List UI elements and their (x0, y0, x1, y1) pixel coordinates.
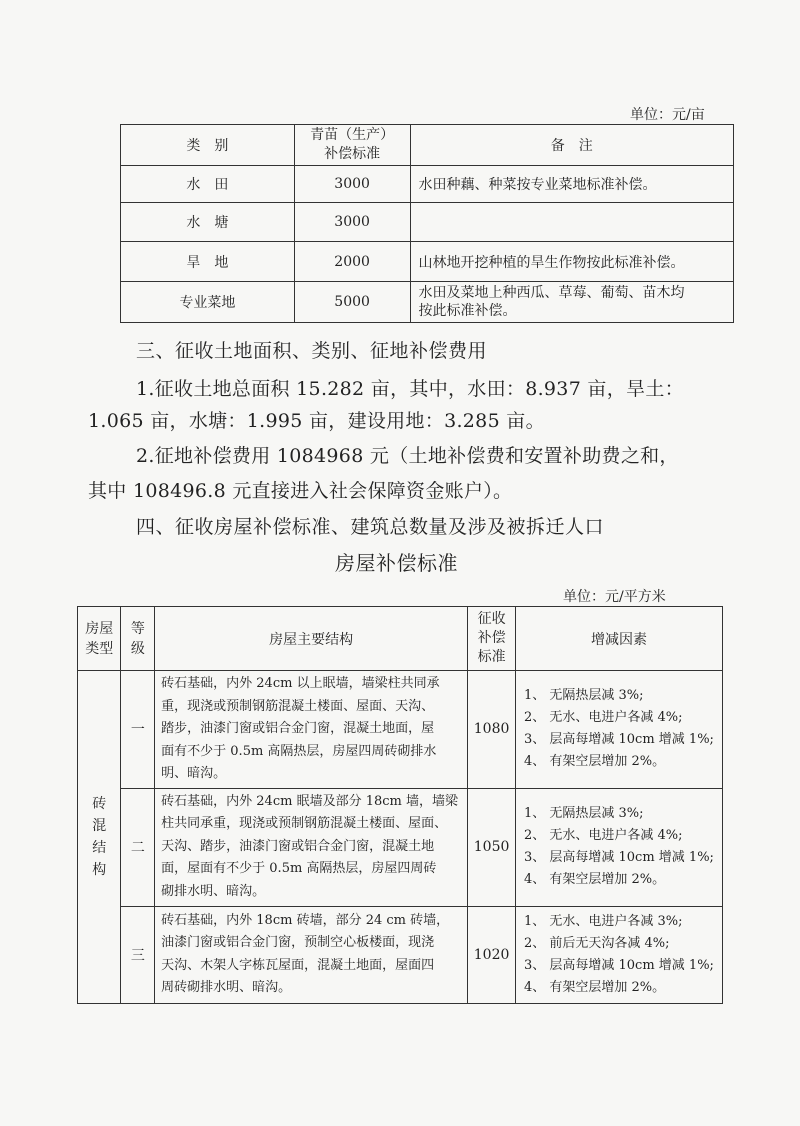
row-standard: 3000 (294, 203, 410, 242)
compensation-cell: 1050 (468, 788, 516, 906)
factor-item: 1、 无隔热层减 3%; (523, 688, 644, 704)
table-row (121, 282, 734, 323)
header-structure: 房屋主要结构 (155, 607, 468, 671)
header-compensation (468, 607, 516, 671)
header-compensation-line2: 补偿 (477, 630, 506, 646)
structure-line: 砖石基础，内外 24cm 以上眠墙，墙梁柱共同承 (161, 676, 440, 691)
factor-item: 4、 有架空层增加 2%。 (523, 754, 666, 770)
header-compensation-line1: 征收 (477, 611, 506, 627)
structure-line: 油漆门窗或铝合金门窗，预制空心板楼面，现浇 (161, 935, 435, 950)
house-type-char: 构 (92, 861, 107, 878)
factor-item: 2、 无水、电进户各减 4%; (523, 828, 683, 843)
structure-cell (155, 906, 468, 1003)
structure-line: 周砖砌排水明、暗沟。 (161, 980, 292, 995)
header-factors: 增减因素 (515, 607, 722, 671)
row-category: 专业菜地 (121, 282, 295, 323)
row-standard: 5000 (294, 282, 410, 323)
factor-item: 4、 有架空层增加 2%。 (523, 872, 666, 887)
house-type-char: 混 (92, 817, 107, 834)
row-standard: 3000 (294, 166, 410, 203)
row-note (410, 282, 733, 323)
row-category: 水 田 (121, 166, 295, 203)
section3-paragraph1-line1: 1.征收土地总面积 15.282 亩，其中，水田：8.937 亩，旱土： (136, 378, 684, 400)
header-house-type-line2: 类型 (85, 640, 114, 657)
header-standard (294, 125, 410, 166)
structure-line: 明、暗沟。 (161, 766, 227, 781)
structure-cell (155, 788, 468, 906)
table-row (121, 166, 734, 203)
section3-paragraph2-line2: 其中 108496.8 元直接进入社会保障资金账户）。 (88, 480, 513, 502)
header-compensation-line3: 标准 (477, 649, 506, 665)
header-standard-line1: 青苗（生产） (310, 127, 395, 143)
structure-line: 面，屋面有不少于 0.5m 高隔热层，房屋四周砖 (161, 861, 437, 877)
factors-cell (515, 906, 722, 1003)
section3-paragraph2-line1: 2.征地补偿费用 1084968 元（土地补偿费和安置补助费之和， (136, 445, 679, 467)
header-grade-line1: 等 (130, 620, 145, 637)
header-grade (121, 607, 155, 671)
table-row (121, 242, 734, 282)
factors-cell (515, 788, 722, 906)
factor-item: 1、 无水、电进户各减 3%; (523, 913, 683, 929)
header-note: 备 注 (410, 125, 733, 166)
factor-item: 3、 层高每增减 10cm 增减 1%; (523, 957, 714, 973)
house-type-cell (78, 671, 121, 1004)
structure-line: 砌排水明、暗沟。 (161, 883, 266, 899)
structure-line: 砖石基础，内外 24cm 眠墙及部分 18cm 墙，墙梁 (161, 793, 458, 809)
section4-heading: 四、征收房屋补偿标准、建筑总数量及涉及被拆迁人口 (136, 516, 605, 538)
house-type-char: 结 (92, 839, 107, 856)
table-header-row (78, 607, 723, 671)
factors-cell (515, 671, 722, 789)
housing-standard-title: 房屋补偿标准 (335, 551, 458, 575)
table2-unit: 单位：元/平方米 (563, 589, 666, 605)
table-row (78, 788, 723, 906)
compensation-cell: 1080 (468, 671, 516, 789)
grade-cell: 三 (121, 906, 155, 1003)
row-note (410, 203, 733, 242)
row-note-line2: 按此标准补偿。 (418, 303, 517, 319)
housing-compensation-table (77, 606, 723, 1004)
table-header-row (121, 125, 734, 166)
row-note-line1: 水田及菜地上种西瓜、草莓、葡萄、苗木均 (418, 285, 685, 301)
table-row (78, 671, 723, 789)
factor-item: 4、 有架空层增加 2%。 (523, 979, 666, 995)
factor-item: 2、 前后无天沟各减 4%; (523, 935, 670, 951)
header-grade-line2: 级 (130, 640, 145, 657)
table-row (78, 906, 723, 1003)
header-standard-line2: 补偿标准 (324, 146, 381, 162)
structure-line: 面有不少于 0.5m 高隔热层，房屋四周砖砌排水 (161, 743, 437, 759)
structure-cell (155, 671, 468, 789)
structure-line: 重，现浇或预制钢筋混凝土楼面、屋面、天沟、 (161, 698, 435, 714)
structure-line: 踏步，油漆门窗或铝合金门窗，混凝土地面，屋 (161, 721, 435, 736)
row-category: 水 塘 (121, 203, 295, 242)
table-row (121, 203, 734, 242)
factor-item: 1、 无隔热层减 3%; (523, 806, 644, 821)
factor-item: 3、 层高每增减 10cm 增减 1%; (523, 850, 714, 865)
house-type-char: 砖 (92, 795, 107, 812)
header-house-type (78, 607, 121, 671)
row-standard: 2000 (294, 242, 410, 282)
section3-paragraph1-line2: 1.065 亩，水塘：1.995 亩，建设用地：3.285 亩。 (88, 410, 545, 432)
structure-line: 柱共同承重，现浇或预制钢筋混凝土楼面、屋面、 (161, 816, 448, 832)
grade-cell: 二 (121, 788, 155, 906)
structure-line: 天沟、踏步，油漆门窗或铝合金门窗，混凝土地 (161, 838, 435, 854)
row-note: 山林地开挖种植的旱生作物按此标准补偿。 (410, 242, 733, 282)
green-crop-compensation-table (120, 124, 734, 323)
row-category: 旱 地 (121, 242, 295, 282)
table1-unit: 单位：元/亩 (630, 107, 705, 123)
section3-heading: 三、征收土地面积、类别、征地补偿费用 (136, 340, 488, 362)
row-note: 水田种藕、种菜按专业菜地标准补偿。 (410, 166, 733, 203)
compensation-cell: 1020 (468, 906, 516, 1003)
header-category: 类 别 (121, 125, 295, 166)
structure-line: 天沟、木架人字栋瓦屋面，混凝土地面，屋面四 (161, 957, 435, 973)
factor-item: 3、 层高每增减 10cm 增减 1%; (523, 732, 714, 748)
structure-line: 砖石基础，内外 18cm 砖墙，部分 24 cm 砖墙， (161, 912, 450, 928)
grade-cell: 一 (121, 671, 155, 789)
header-house-type-line1: 房屋 (85, 620, 114, 637)
factor-item: 2、 无水、电进户各减 4%; (523, 710, 683, 726)
